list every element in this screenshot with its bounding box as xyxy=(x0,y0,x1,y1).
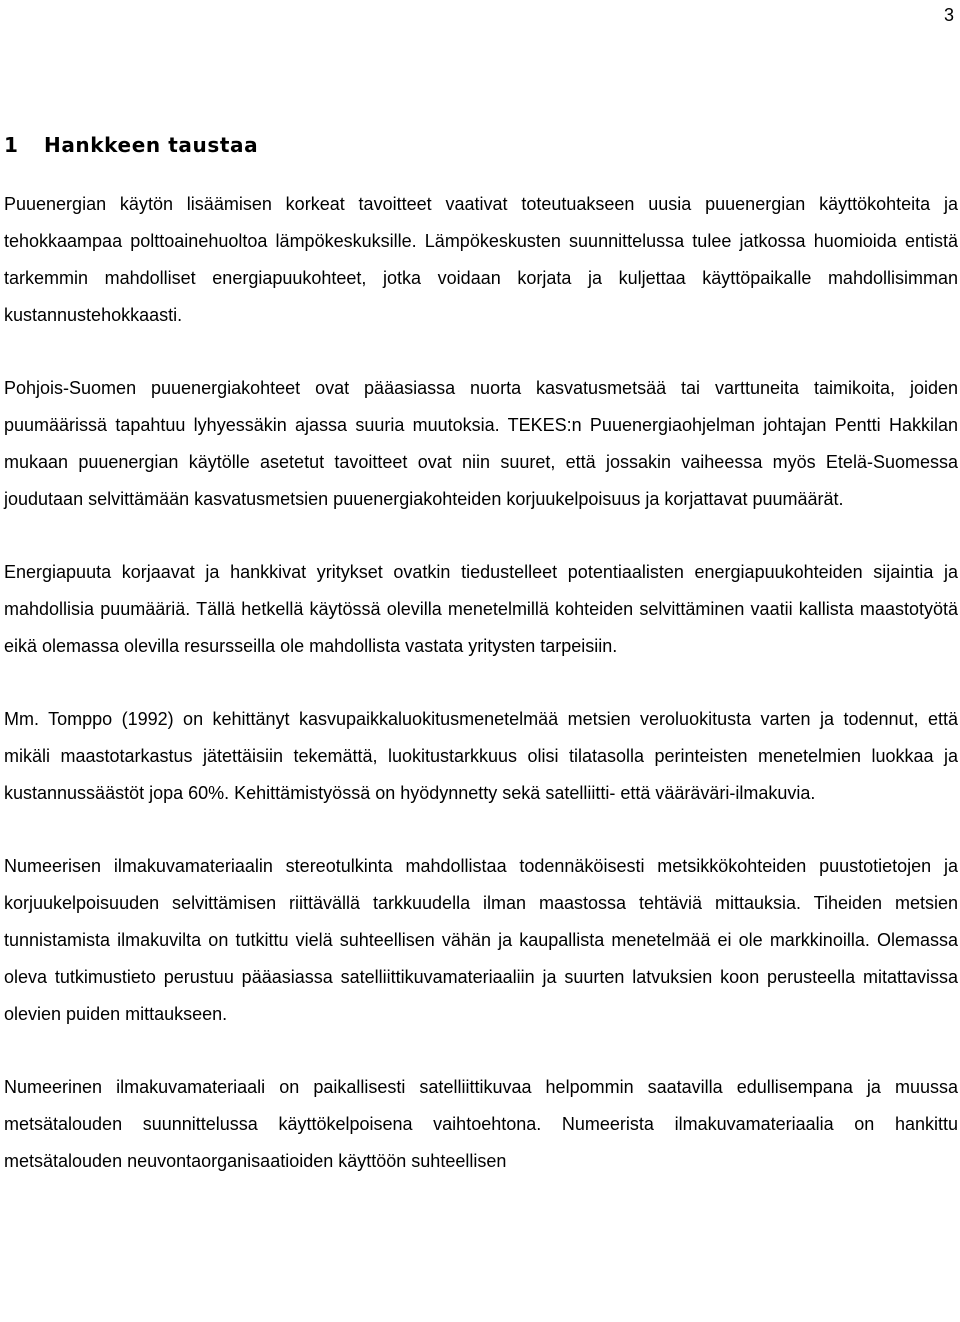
body-text xyxy=(4,186,958,1216)
paragraph-4: Mm. Tomppo (1992) on kehittänyt kasvupaikkaluokitusmenetelmää metsien veroluokitusta varten ja todennut, että mikäli maastotarkastus jätettäisiin tekemättä, luokitustarkkuus olisi tilatasolla perinteisten menetelmien luokkaa ja kustannussäästöt jopa 60%. Kehittämistyössä on hyödynnetty sekä satelliitti- että vääräväri-ilmakuvia. xyxy=(4,709,958,803)
section-title: Hankkeen taustaa xyxy=(44,133,259,157)
paragraph-6: Numeerinen ilmakuvamateriaali on paikallisesti satelliittikuvaa helpommin saatavilla edullisempana ja muussa metsätalouden suunnittelussa käyttökelpoisena vaihtoehtona. Numeerista ilmakuvamateriaalia on hankittu metsätalouden neuvontaorganisaatioiden käyttöön suhteellisen xyxy=(4,1077,958,1171)
paragraph-5: Numeerisen ilmakuvamateriaalin stereotulkinta mahdollistaa todennäköisesti metsikkökohteiden puustotietojen ja korjuukelpoisuuden selvittämisen riittävällä tarkkuudella ilman maastossa tehtäviä mittauksia. Tiheiden metsien tunnistamista ilmakuvilta on tutkittu vielä suhteellisen vähän ja kaupallista menetelmää ei ole markkinoilla. Olemassa oleva tutkimustieto perustuu pääasiassa satelliittikuvamateriaaliin ja suurten latvuksien koon perusteella mitattavissa olevien puiden mittaukseen. xyxy=(4,856,958,1024)
section-heading xyxy=(4,131,258,159)
paragraph-2: Pohjois-Suomen puuenergiakohteet ovat pääasiassa nuorta kasvatusmetsää tai varttuneita taimikoita, joiden puumäärissä tapahtuu lyhyessäkin ajassa suuria muutoksia. TEKES:n Puuenergiaohjelman johtajan Pentti Hakkilan mukaan puuenergian käytölle asetetut tavoitteet ovat niin suuret, että jossakin vaiheessa myös Etelä-Suomessa joudutaan selvittämään kasvatusmetsien puuenergiakohteiden korjuukelpoisuus ja korjattavat puumäärät. xyxy=(4,378,958,509)
section-number: 1 xyxy=(4,133,19,157)
paragraph-3: Energiapuuta korjaavat ja hankkivat yritykset ovatkin tiedustelleet potentiaalisten energiapuukohteiden sijaintia ja mahdollisia puumääriä. Tällä hetkellä käytössä olevilla menetelmillä kohteiden selvittäminen vaatii kallista maastotyötä eikä olemassa olevilla resursseilla ole mahdollista vastata yritysten tarpeisiin. xyxy=(4,562,958,656)
page-number: 3 xyxy=(943,5,954,25)
paragraph-1: Puuenergian käytön lisäämisen korkeat tavoitteet vaativat toteutuakseen uusia puuenergian käyttökohteita ja tehokkaampaa polttoainehuoltoa lämpökeskuksille. Lämpökeskusten suunnittelussa tulee jatkossa huomioida entistä tarkemmin mahdolliset energiapuukohteet, jotka voidaan korjata ja kuljettaa käyttöpaikalle mahdollisimman kustannustehokkaasti. xyxy=(4,194,958,325)
